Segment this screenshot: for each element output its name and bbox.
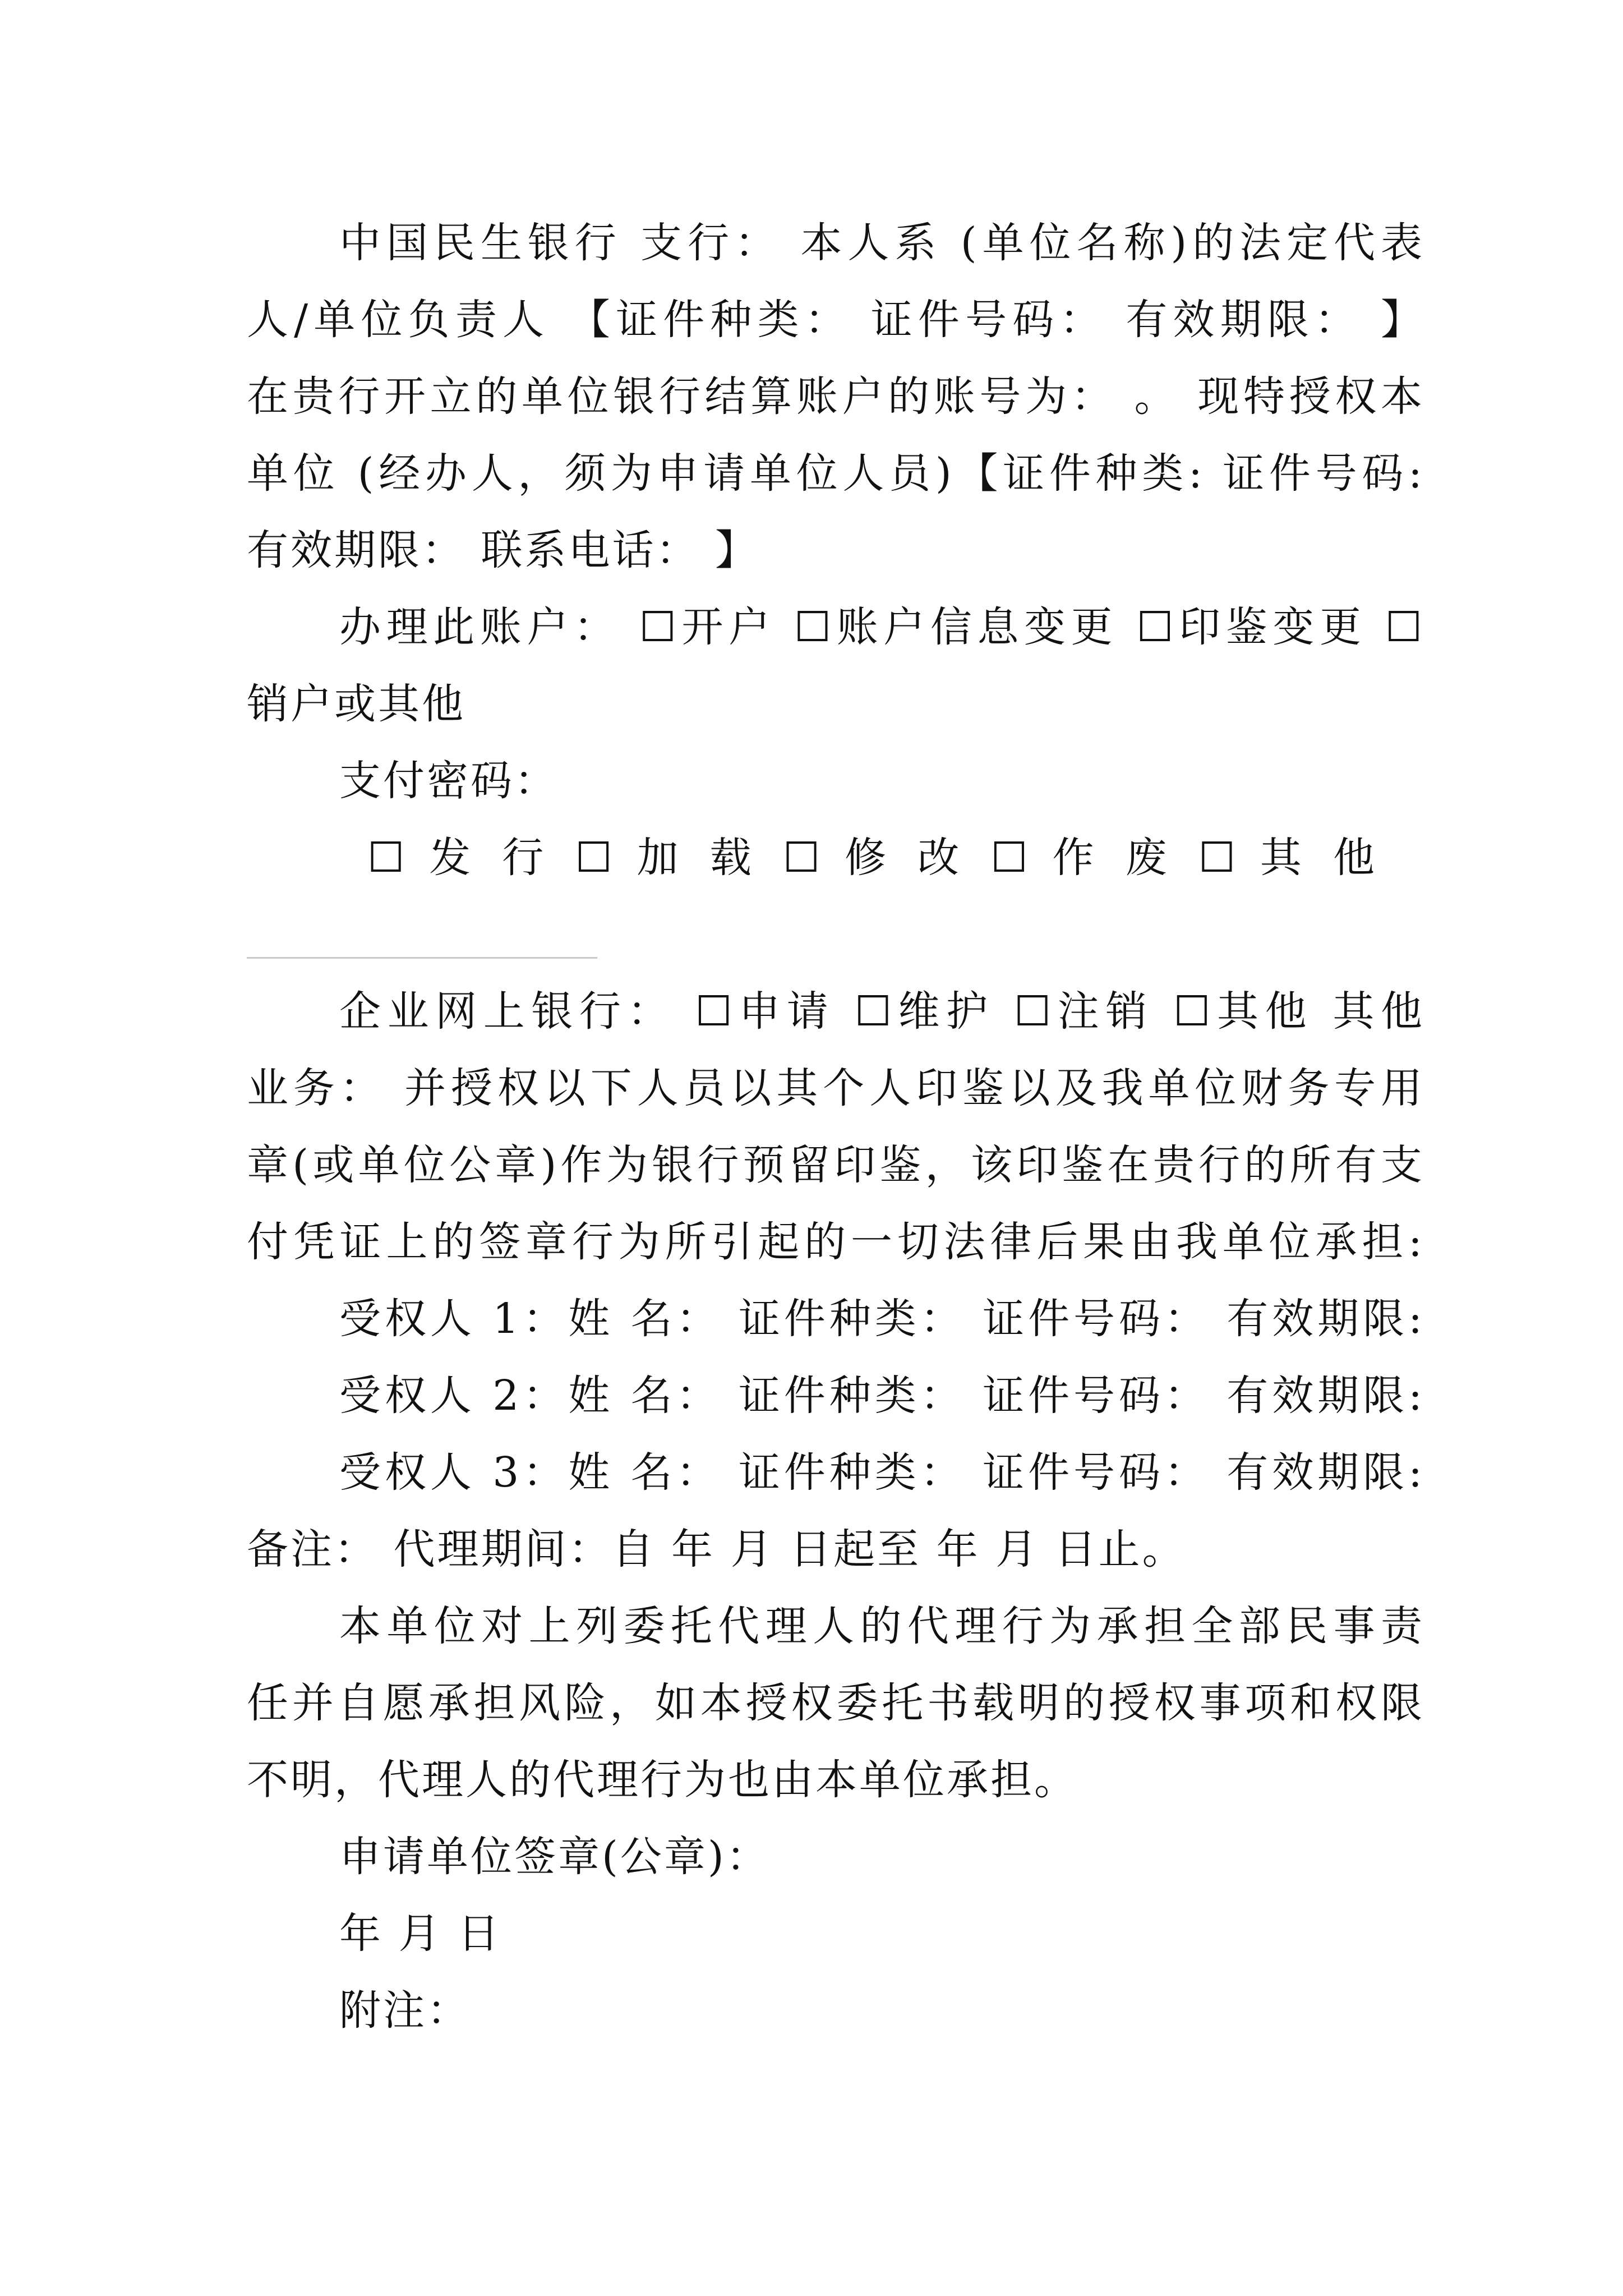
- liability-statement-line-2: 任并自愿承担风险，如本授权委托书载明的授权事项和权限: [247, 1679, 1424, 1727]
- authorized-person-1: 受权人 1：姓 名： 证件种类： 证件号码： 有效期限:: [339, 1295, 1424, 1343]
- payment-password-options: ☐ 发 行 ☐ 加 载 ☐ 修 改 ☐ 作 废 ☐ 其 他: [367, 834, 1377, 882]
- paragraph-authorization-line-2: 人/单位负责人 【证件种类： 证件号码： 有效期限： 】: [247, 296, 1424, 344]
- liability-statement-line-3: 不明，代理人的代理行为也由本单位承担。: [247, 1756, 1078, 1804]
- paragraph-authorization-line-4: 单位 (经办人，须为申请单位人员)【证件种类: 证件号码:: [247, 449, 1424, 498]
- appendix-note-label: 附注：: [339, 1986, 471, 2035]
- authorized-person-2: 受权人 2：姓 名： 证件种类： 证件号码： 有效期限:: [339, 1372, 1424, 1420]
- paragraph-authorization-line-3: 在贵行开立的单位银行结算账户的账号为： 。 现特授权本: [247, 372, 1424, 421]
- remarks-agency-period: 备注： 代理期间：自 年 月 日起至 年 月 日止。: [247, 1525, 1186, 1573]
- online-banking-line-1: 企业网上银行： ☐申请 ☐维护 ☐注销 ☐其他 其他: [339, 987, 1424, 1036]
- payment-password-label: 支付密码：: [339, 757, 558, 805]
- online-banking-line-2: 业务： 并授权以下人员以其个人印鉴以及我单位财务专用: [247, 1064, 1424, 1112]
- account-services-line-2: 销户或其他: [247, 680, 465, 728]
- liability-statement-line-1: 本单位对上列委托代理人的代理行为承担全部民事责: [339, 1602, 1424, 1650]
- paragraph-authorization-line-1: 中国民生银行 支行： 本人系 (单位名称)的法定代表: [339, 219, 1424, 267]
- paragraph-authorization-line-5: 有效期限： 联系电话： 】: [247, 526, 759, 574]
- account-services-line-1: 办理此账户： ☐开户 ☐账户信息变更 ☐印鉴变更 ☐: [339, 603, 1424, 651]
- date-line: 年 月 日: [339, 1910, 502, 1958]
- authorized-person-3: 受权人 3：姓 名： 证件种类： 证件号码： 有效期限:: [339, 1448, 1424, 1497]
- section-divider: [247, 957, 597, 959]
- applicant-seal-label: 申请单位签章(公章)：: [339, 1833, 770, 1881]
- online-banking-line-3: 章(或单位公章)作为银行预留印鉴，该印鉴在贵行的所有支: [247, 1141, 1424, 1189]
- online-banking-line-4: 付凭证上的签章行为所引起的一切法律后果由我单位承担:: [247, 1218, 1424, 1266]
